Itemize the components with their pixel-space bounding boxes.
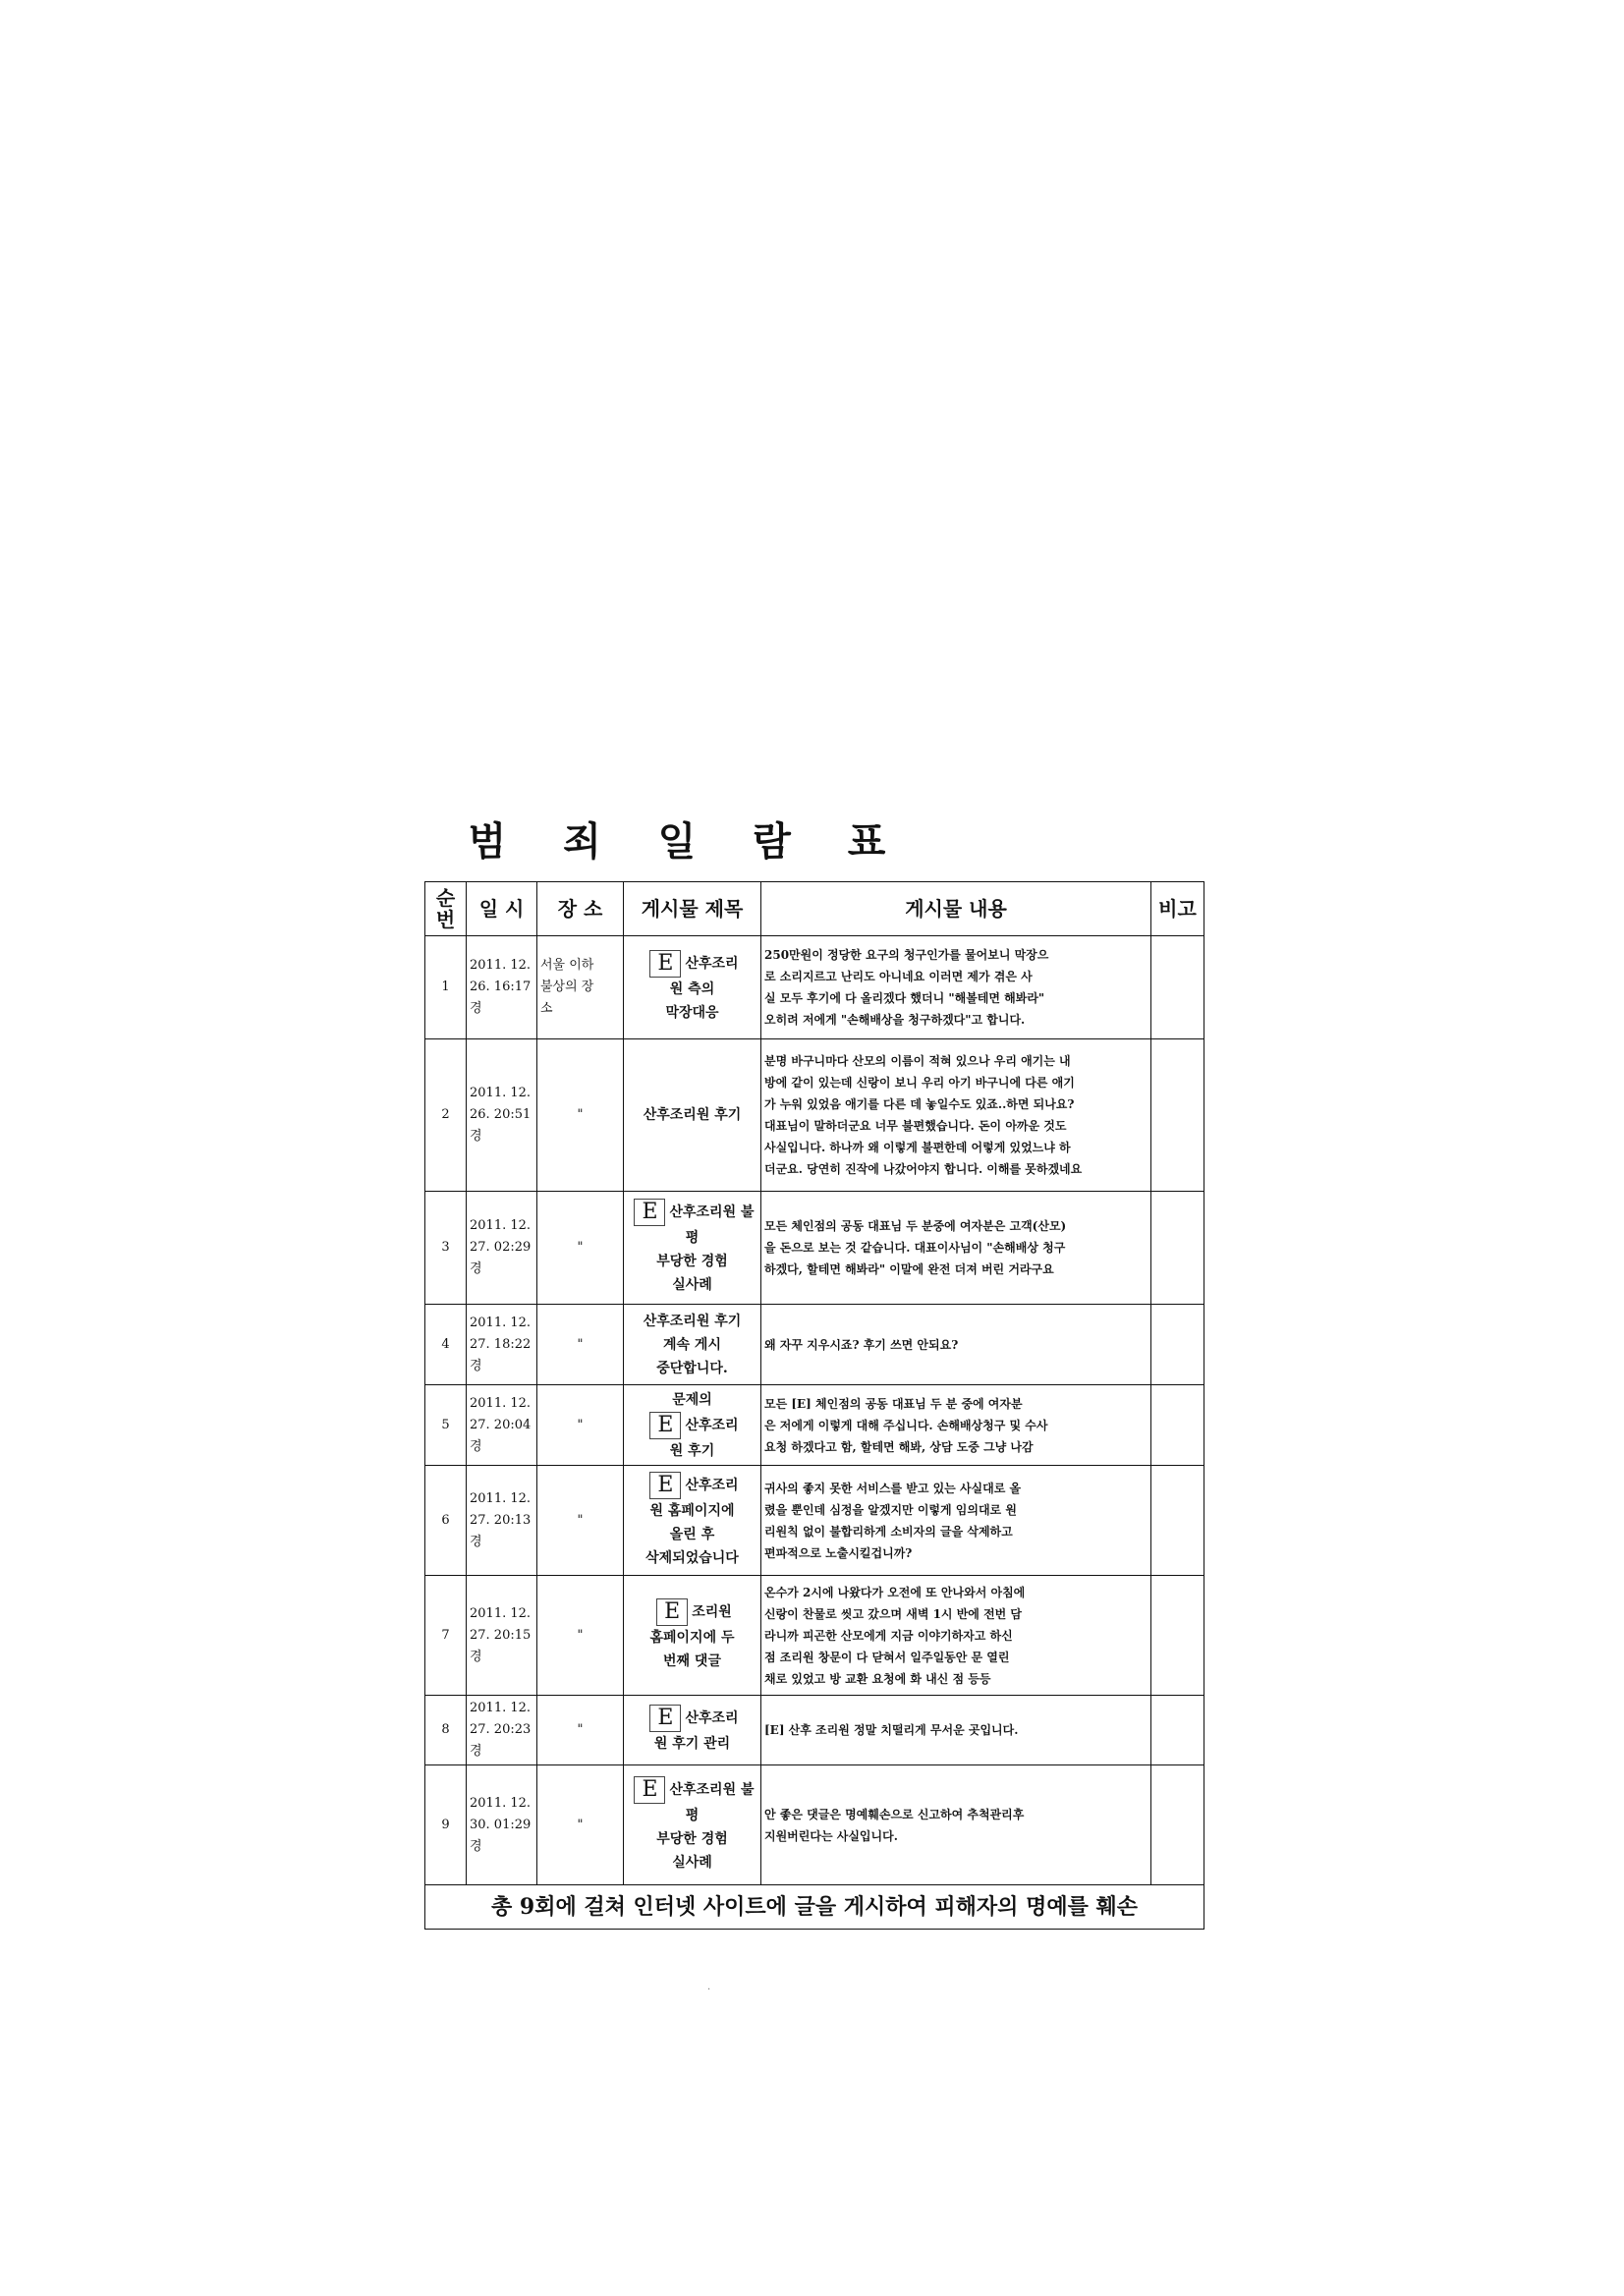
row-date: 2011. 12. 26. 16:17 경	[467, 936, 537, 1039]
row-note	[1151, 1466, 1204, 1576]
row-date: 2011. 12. 26. 20:51 경	[467, 1039, 537, 1192]
post-title-text: 산후조리원 불평 부당한 경험 실사례	[656, 1781, 755, 1871]
table-row	[425, 1696, 1204, 1765]
post-title-text: 조리원 홈페이지에 두 번째 댓글	[649, 1603, 735, 1669]
row-number: 5	[425, 1385, 467, 1466]
table-row	[425, 1576, 1204, 1696]
row-place: "	[537, 1576, 624, 1696]
row-post-content: 250만원이 정당한 요구의 청구인가를 물어보니 막장으 로 소리지르고 난리도 아니네요 이러면 제가 겪은 사 실 모두 후기에 다 올리겠다 했더니 "해볼테면 해봐라" 오히려 저에게 "손해배상을 청구하겠다"고 합니다.	[761, 936, 1151, 1039]
redacted-name-box: E	[656, 1598, 688, 1626]
crime-list-table	[424, 881, 1204, 1930]
redacted-name-box: E	[649, 1412, 681, 1439]
scan-mark: ·	[707, 1985, 711, 1995]
table-row	[425, 1466, 1204, 1576]
row-date: 2011. 12. 27. 02:29 경	[467, 1192, 537, 1305]
post-title-text: 산후조리 원 홈페이지에 올린 후 삭제되었습니다	[645, 1477, 739, 1566]
row-number: 1	[425, 936, 467, 1039]
row-post-title	[624, 1385, 761, 1466]
row-note	[1151, 1305, 1204, 1385]
row-post-title	[624, 1576, 761, 1696]
row-place: 서울 이하 불상의 장 소	[537, 936, 624, 1039]
row-place: "	[537, 1039, 624, 1192]
post-title-text: 산후조리원 후기 계속 게시 중단합니다.	[643, 1313, 742, 1376]
table-row	[425, 1039, 1204, 1192]
table-row	[425, 1385, 1204, 1466]
row-note	[1151, 1765, 1204, 1885]
row-number: 3	[425, 1192, 467, 1305]
row-number: 8	[425, 1696, 467, 1765]
row-post-title	[624, 1466, 761, 1576]
row-note	[1151, 1192, 1204, 1305]
row-post-title	[624, 1192, 761, 1305]
redacted-name-box: E	[649, 950, 681, 978]
row-post-content: 온수가 2시에 나왔다가 오전에 또 안나와서 아침에 신랑이 찬물로 씻고 갔으며 새벽 1시 반에 전번 담 라니까 피곤한 산모에게 지금 이야기하자고 하신 점 조리원 창문이 다 닫혀서 일주일동안 문 열린 채로 있었고 방 교환 요청에 화 내신 점 등등	[761, 1576, 1151, 1696]
row-place: "	[537, 1305, 624, 1385]
row-post-content: 모든 [E] 체인점의 공동 대표님 두 분 중에 여자분 은 저에게 이렇게 대해 주십니다. 손해배상청구 및 수사 요청 하겠다고 함, 할테면 해봐, 상담 도중 그냥 나감	[761, 1385, 1151, 1466]
row-post-title	[624, 936, 761, 1039]
row-post-title	[624, 1696, 761, 1765]
row-post-content: 왜 자꾸 지우시죠? 후기 쓰면 안되요?	[761, 1305, 1151, 1385]
row-post-title	[624, 1765, 761, 1885]
header-post-title: 게시물 제목	[624, 882, 761, 936]
row-date: 2011. 12. 27. 18:22 경	[467, 1305, 537, 1385]
row-number: 2	[425, 1039, 467, 1192]
header-date: 일 시	[467, 882, 537, 936]
row-post-content: 귀사의 좋지 못한 서비스를 받고 있는 사실대로 올 렸을 뿐인데 심정을 알겠지만 이렇게 임의대로 원 리원칙 없이 불합리하게 소비자의 글을 삭제하고 편파적으로 노출시킬겁니까?	[761, 1466, 1151, 1576]
row-note	[1151, 1576, 1204, 1696]
post-title-prefix: 문제의	[672, 1391, 712, 1408]
row-date: 2011. 12. 27. 20:23 경	[467, 1696, 537, 1765]
summary-text: 총 9회에 걸쳐 인터넷 사이트에 글을 게시하여 피해자의 명예를 훼손	[425, 1885, 1204, 1930]
row-note	[1151, 1696, 1204, 1765]
redacted-name-box: E	[634, 1776, 665, 1804]
table-row	[425, 1192, 1204, 1305]
table-header-row	[425, 882, 1204, 936]
row-note	[1151, 936, 1204, 1039]
redacted-name-box: E	[634, 1199, 665, 1226]
post-title-text: 산후조리 원 후기	[669, 1417, 739, 1459]
table-row	[425, 936, 1204, 1039]
row-place: "	[537, 1192, 624, 1305]
row-date: 2011. 12. 27. 20:15 경	[467, 1576, 537, 1696]
redacted-name-box: E	[649, 1705, 681, 1732]
row-note	[1151, 1385, 1204, 1466]
row-date: 2011. 12. 27. 20:04 경	[467, 1385, 537, 1466]
header-post-content: 게시물 내용	[761, 882, 1151, 936]
post-title-text: 산후조리원 후기	[643, 1107, 742, 1123]
row-note	[1151, 1039, 1204, 1192]
table-row	[425, 1305, 1204, 1385]
row-post-content: 분명 바구니마다 산모의 이름이 적혀 있으나 우리 애기는 내 방에 같이 있는데 신랑이 보니 우리 아기 바구니에 다른 애기 가 누워 있었음 애기를 다른 데 놓일수도 있죠..하면 되나요? 대표님이 말하더군요 너무 불편했습니다. 돈이 아까운 것도 사실입니다. 하나까 왜 이렇게 불편한데 어렇게 있었느냐 하 더군요. 당연히 진작에 나갔어야지 합니다. 이해를 못하겠네요	[761, 1039, 1151, 1192]
post-title-text: 산후조리 원 후기 관리	[653, 1710, 739, 1752]
row-date: 2011. 12. 30. 01:29 경	[467, 1765, 537, 1885]
row-date: 2011. 12. 27. 20:13 경	[467, 1466, 537, 1576]
post-title-text: 산후조리원 불평 부당한 경험 실사례	[656, 1204, 755, 1293]
row-number: 9	[425, 1765, 467, 1885]
row-number: 4	[425, 1305, 467, 1385]
row-number: 7	[425, 1576, 467, 1696]
redacted-name-box: E	[649, 1472, 681, 1499]
row-post-content: 안 좋은 댓글은 명예훼손으로 신고하여 추척관리후 지원버린다는 사실입니다.	[761, 1765, 1151, 1885]
row-place: "	[537, 1385, 624, 1466]
row-post-title	[624, 1305, 761, 1385]
post-title-text: 산후조리 원 측의 막장대응	[665, 956, 739, 1021]
document-title: 범 죄 일 람 표	[468, 818, 908, 865]
row-post-content: 모든 체인점의 공동 대표님 두 분중에 여자분은 고객(산모) 을 돈으로 보는 것 같습니다. 대표이사님이 "손해배상 청구 하겠다, 할테면 해봐라" 이말에 완전 더져 버린 거라구요	[761, 1192, 1151, 1305]
header-note: 비고	[1151, 882, 1204, 936]
table-footer-row	[425, 1885, 1204, 1930]
header-no: 순번	[425, 882, 467, 936]
table-row	[425, 1765, 1204, 1885]
row-post-title	[624, 1039, 761, 1192]
row-place: "	[537, 1765, 624, 1885]
row-number: 6	[425, 1466, 467, 1576]
header-place: 장 소	[537, 882, 624, 936]
row-post-content: [E] 산후 조리원 정말 치떨리게 무서운 곳입니다.	[761, 1696, 1151, 1765]
row-place: "	[537, 1466, 624, 1576]
row-place: "	[537, 1696, 624, 1765]
